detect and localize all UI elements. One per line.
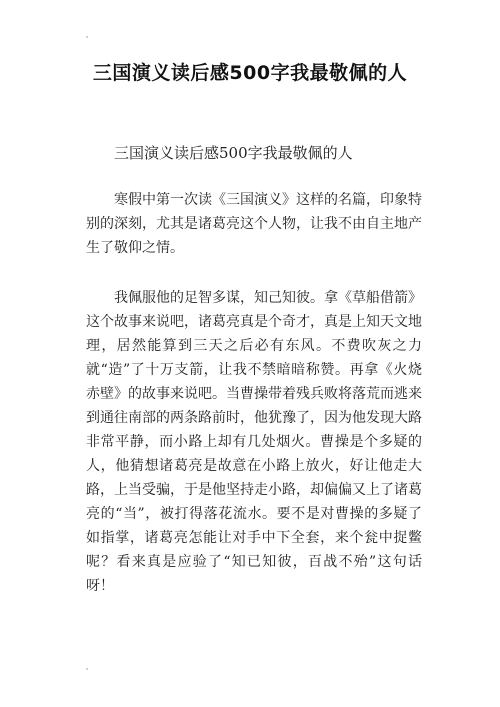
document-title: 三国演义读后感500字我最敬佩的人 bbox=[92, 62, 408, 84]
page-corner-mark bbox=[86, 668, 88, 670]
page-corner-mark bbox=[86, 36, 88, 38]
document-body bbox=[86, 140, 422, 598]
paragraph-1: 寒假中第一次读《三国演义》这样的名篇，印象特别的深刻，尤其是诸葛亮这个人物，让我不由自主地产生了敬仰之情。 bbox=[86, 192, 422, 256]
document-subtitle: 三国演义读后感500字我最敬佩的人 bbox=[114, 144, 353, 162]
paragraph-2: 我佩服他的足智多谋，知己知彼。拿《草船借箭》这个故事来说吧，诸葛亮真是个奇才，真是上知天文地理，居然能算到三天之后必有东风。不费吹灰之力就“造”了十万支箭，让我不禁暗暗称赞。再拿《火烧赤壁》的故事来说吧。当曹操带着残兵败将落荒而逃来到通往南部的两条路前时，他犹豫了，因为他发现大路非常平静，而小路上却有几处烟火。曹操是个多疑的人，他猜想诸葛亮是故意在小路上放火，好让他走大路，上当受骗，于是他坚持走小路，却偏偏又上了诸葛亮的“当”，被打得落花流水。要不是对曹操的多疑了如指掌，诸葛亮怎能让对手中下全套，来个瓮中捉鳖呢？看来真是应验了“知已知彼，百战不殆”这句话呀！ bbox=[86, 290, 422, 594]
